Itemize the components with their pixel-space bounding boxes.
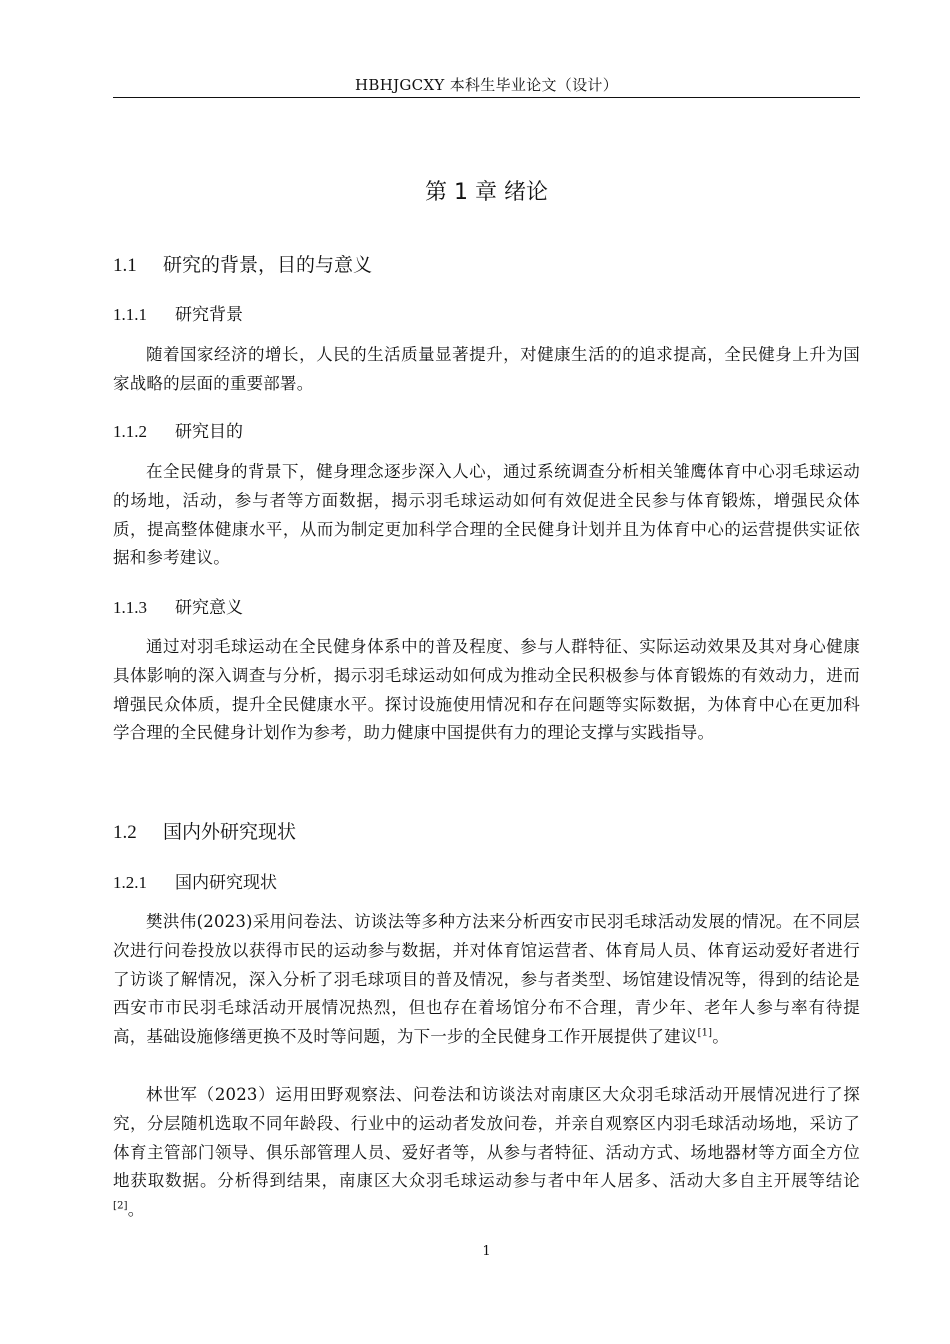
paragraph-end: 。	[712, 1027, 729, 1047]
section-title: 国内外研究现状	[163, 821, 297, 843]
subsection-heading	[113, 420, 860, 444]
body-paragraph: 在全民健身的背景下，健身理念逐步深入人心，通过系统调查分析相关雏鹰体育中心羽毛球运动的场地，活动，参与者等方面数据，揭示羽毛球运动如何有效促进全民参与体育锻炼，增强民众体质，提高整体健康水平，从而为制定更加科学合理的全民健身计划并且为体育中心的运营提供实证依据和参考建议。	[113, 462, 860, 568]
subsection-title: 研究目的	[175, 422, 243, 442]
body-paragraph	[113, 908, 860, 1052]
section-number: 1.2	[113, 822, 137, 843]
subsection-number: 1.1.3	[113, 598, 147, 617]
paragraph-end: 。	[127, 1200, 145, 1220]
page-number: 1	[482, 1244, 491, 1259]
paragraph-text: 樊洪伟(2023)采用问卷法、访谈法等多种方法来分析西安市民羽毛球活动发展的情况。在不同层次进行问卷投放以获得市民的运动参与数据，并对体育馆运营者、体育局人员、体育运动爱好者进行了访谈了解情况，深入分析了羽毛球项目的普及情况，参与者类型、场馆建设情况等，得到的结论是西安市市民羽毛球活动开展情况热烈，但也存在着场馆分布不合理，青少年、老年人参与率有待提高，基础设施修缮更换不及时等问题，为下一步的全民健身工作开展提供了建议	[113, 912, 860, 1047]
subsection-number: 1.1.1	[113, 305, 147, 324]
subsection-heading	[113, 303, 860, 327]
body-paragraph: 通过对羽毛球运动在全民健身体系中的普及程度、参与人群特征、实际运动效果及其对身心健康具体影响的深入调查与分析，揭示羽毛球运动如何成为推动全民积极参与体育锻炼的有效动力，进而增强民众体质，提升全民健康水平。探讨设施使用情况和存在问题等实际数据，为体育中心在更加科学合理的全民健身计划作为参考，助力健康中国提供有力的理论支撑与实践指导。	[113, 637, 860, 743]
paragraph-text: 林世军（2023）运用田野观察法、问卷法和访谈法对南康区大众羽毛球活动开展情况进行了探究，分层随机选取不同年龄段、行业中的运动者发放问卷，并亲自观察区内羽毛球活动场地，采访了体育主管部门领导、俱乐部管理人员、爱好者等，从参与者特征、活动方式、场地器材等方面全方位地获取数据。分析得到结果，南康区大众羽毛球运动参与者中年人居多、活动大多自主开展等结论	[113, 1085, 860, 1191]
section-number: 1.1	[113, 255, 137, 276]
subsection-number: 1.2.1	[113, 873, 147, 892]
section-heading	[113, 252, 860, 279]
subsection-number: 1.1.2	[113, 422, 147, 441]
subsection-title: 研究意义	[175, 598, 243, 618]
subsection-heading	[113, 871, 860, 895]
body-paragraph: 随着国家经济的增长，人民的生活质量显著提升，对健康生活的的追求提高，全民健身上升为国家战略的层面的重要部署。	[113, 345, 860, 393]
subsection-heading	[113, 596, 860, 620]
chapter-title: 第 1 章 绪论	[425, 180, 548, 205]
subsection-title: 国内研究现状	[175, 873, 277, 893]
body-paragraph	[113, 1081, 860, 1225]
subsection-title: 研究背景	[175, 305, 243, 325]
section-title: 研究的背景，目的与意义	[163, 254, 373, 276]
citation-marker[interactable]: [1]	[697, 1027, 713, 1039]
running-header: HBHJGCXY 本科生毕业论文（设计）	[354, 76, 618, 94]
section-heading	[113, 819, 860, 846]
citation-marker[interactable]: [2]	[113, 1200, 128, 1212]
header-rule	[113, 97, 860, 98]
